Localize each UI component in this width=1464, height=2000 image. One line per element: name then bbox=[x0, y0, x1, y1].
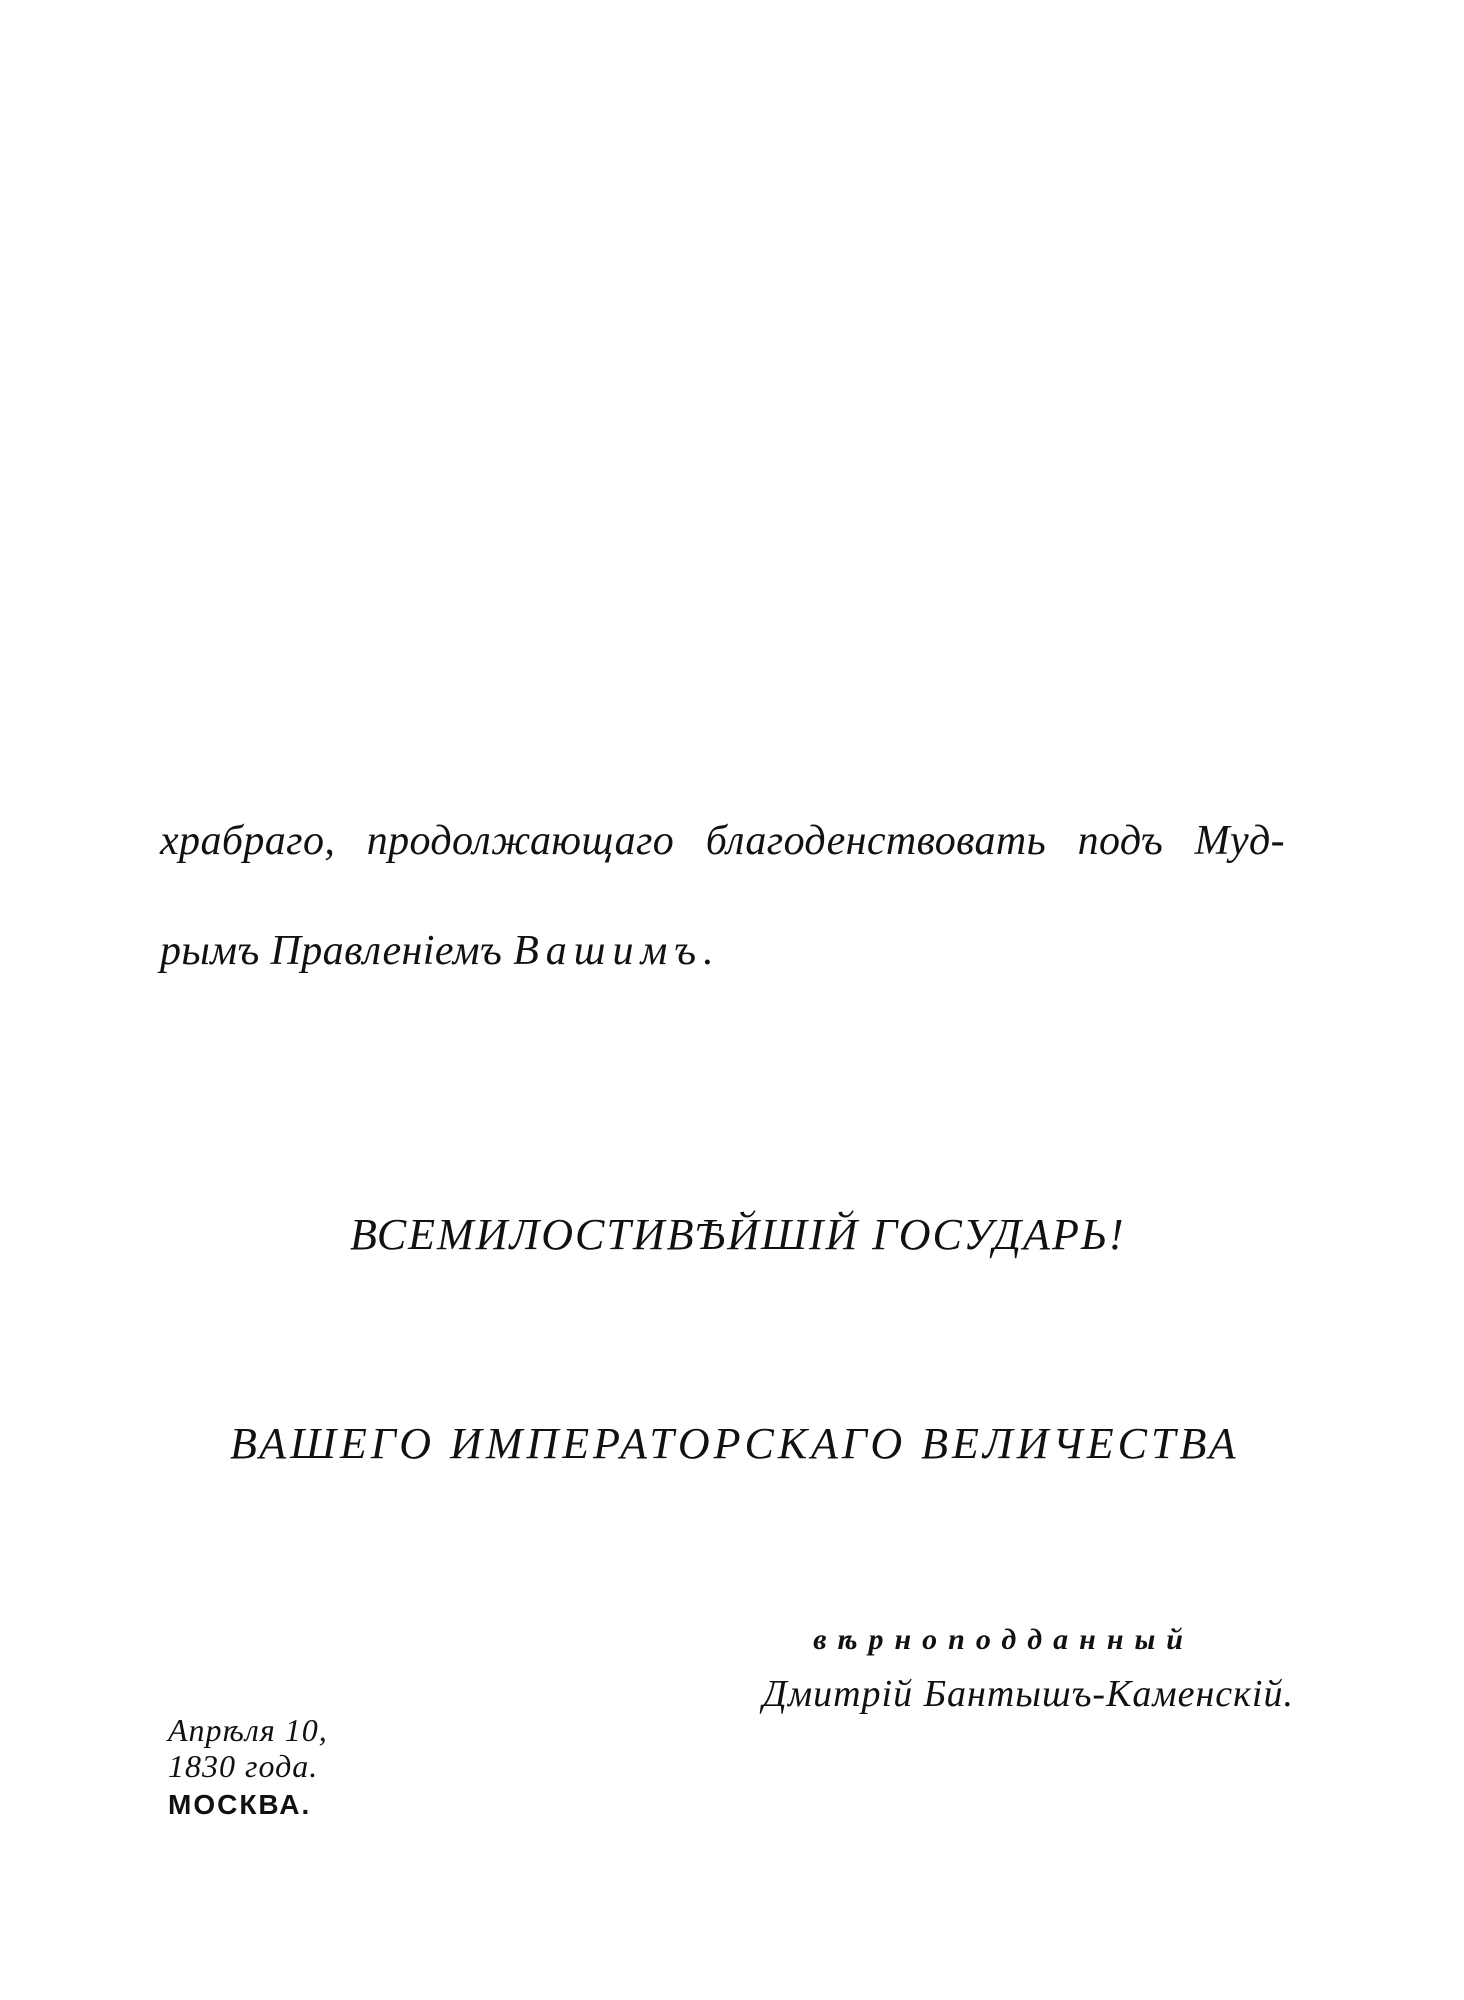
date-line-2: 1830 года. bbox=[168, 1747, 319, 1784]
date-line-1: Апрѣля 10, bbox=[168, 1712, 328, 1748]
signature-name: Дмитрій Бантышъ-Каменскій. bbox=[762, 1673, 1294, 1715]
dedication-line-1: храбраго, продолжающаго благоденствовать подъ Муд- bbox=[160, 818, 1285, 864]
signature-role: вѣрноподданный bbox=[813, 1623, 1194, 1656]
date-block bbox=[168, 1713, 428, 1820]
title-heading: ВАШЕГО ИМПЕРАТОРСКАГО ВЕЛИЧЕСТВА bbox=[230, 1419, 1240, 1468]
dedication-line-2-text: рымъ Правленіемъ bbox=[160, 928, 503, 974]
salutation-heading: ВСЕМИЛОСТИВѢЙШІЙ ГОСУДАРЬ! bbox=[350, 1210, 1126, 1259]
dedication-line-2 bbox=[160, 930, 721, 972]
place-name: МОСКВА. bbox=[168, 1788, 312, 1820]
dedication-emphasis: Вашимъ. bbox=[513, 928, 721, 974]
